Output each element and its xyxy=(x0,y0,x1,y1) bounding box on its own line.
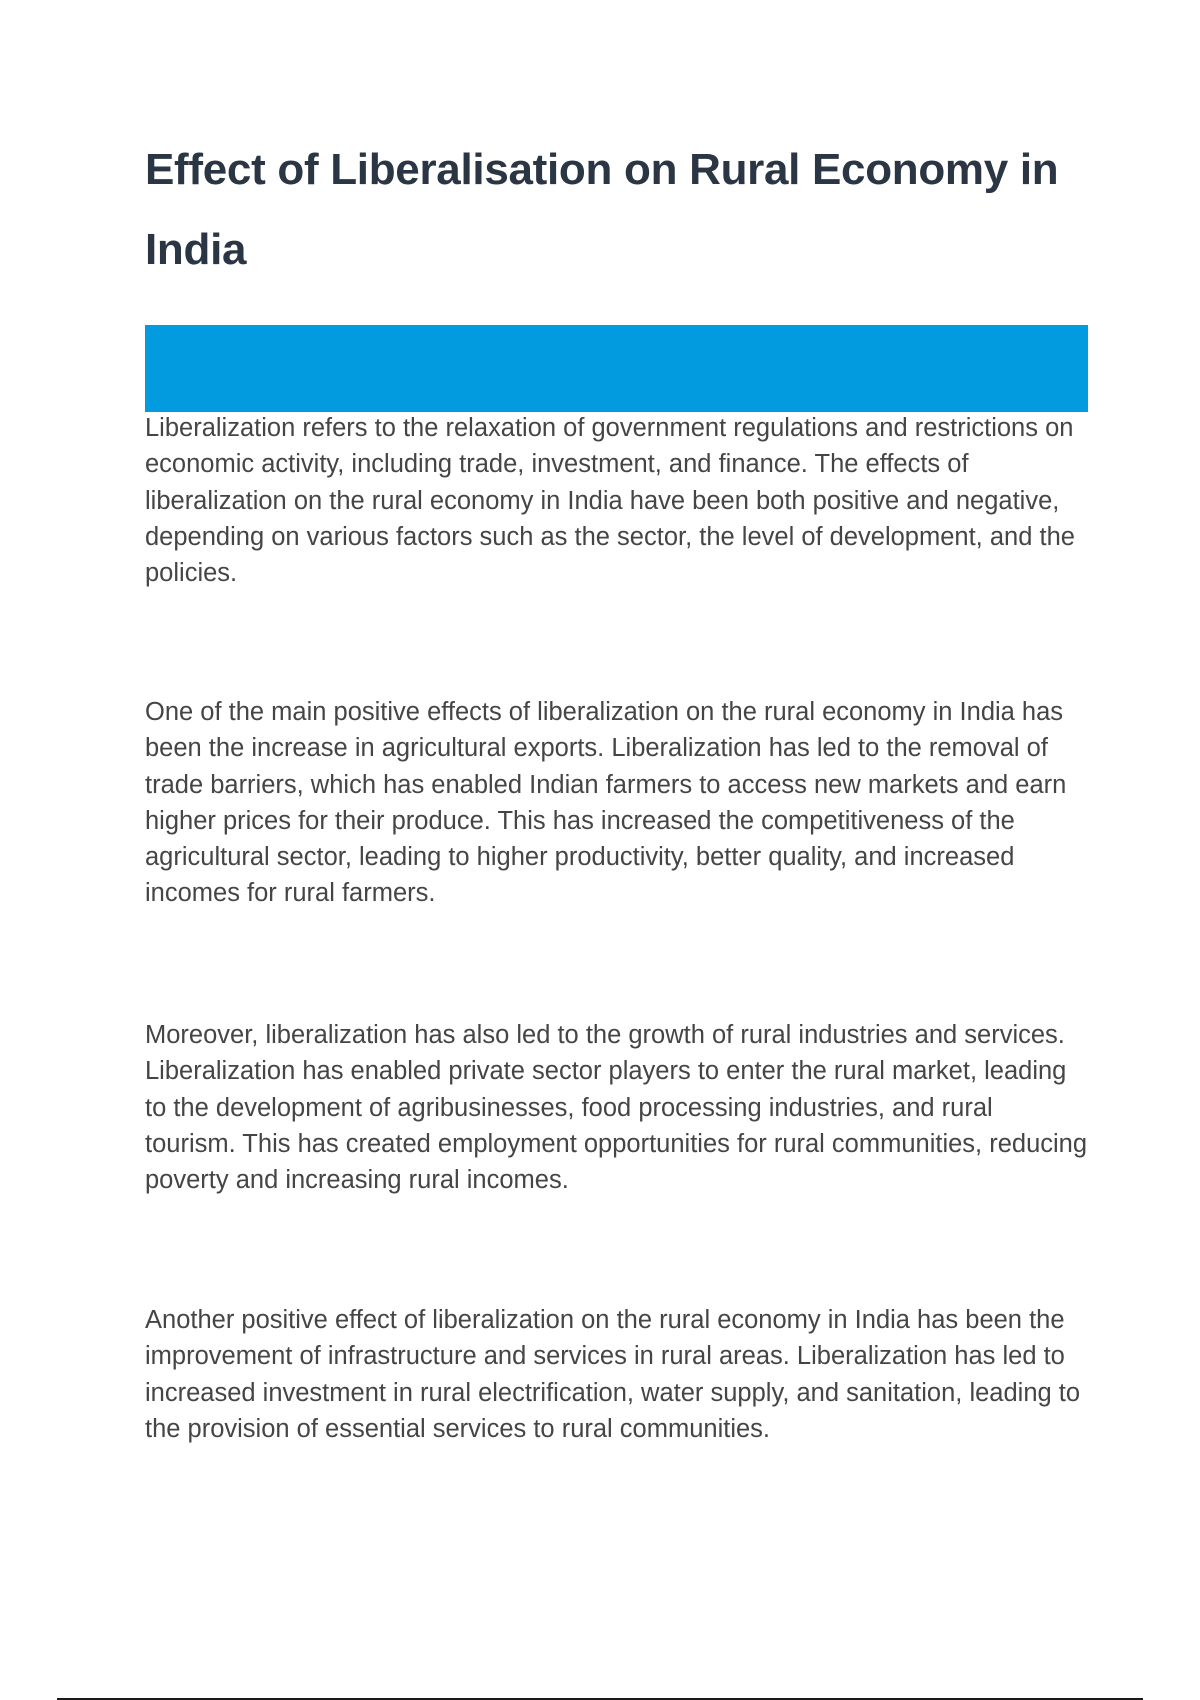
paragraph-rural-industries: Moreover, liberalization has also led to the growth of rural industries and services. Liberalization has enabled private sector players to enter the rural market, leading to the development of agribusinesses, food processing industries, and rural tourism. This has created employment opportunities for rural communities, reducing poverty and increasing rural incomes. xyxy=(145,1021,1088,1195)
paragraph-infrastructure: Another positive effect of liberalization on the rural economy in India has been the improvement of infrastructure and services in rural areas. Liberalization has led to increased investment in rural electrification, water supply, and sanitation, leading to the provision of essential services to rural communities. xyxy=(145,1306,1081,1443)
paragraph-intro: Liberalization refers to the relaxation of government regulations and restrictions on economic activity, including trade, investment, and finance. The effects of liberalization on the rural economy in India have been both positive and negative, depending on various factors such as the sector, the level of development, and the policies. xyxy=(145,414,1075,588)
page-title: Effect of Liberalisation on Rural Economy in India xyxy=(145,145,1059,274)
paragraph-agricultural-exports: One of the main positive effects of liberalization on the rural economy in India has been the increase in agricultural exports. Liberalization has led to the removal of trade barriers, which has enabled Indian farmers to access new markets and earn higher prices for their produce. This has increased the competitiveness of the agricultural sector, leading to higher productivity, better quality, and increased incomes for rural farmers. xyxy=(145,698,1067,908)
header-banner xyxy=(145,325,1088,412)
